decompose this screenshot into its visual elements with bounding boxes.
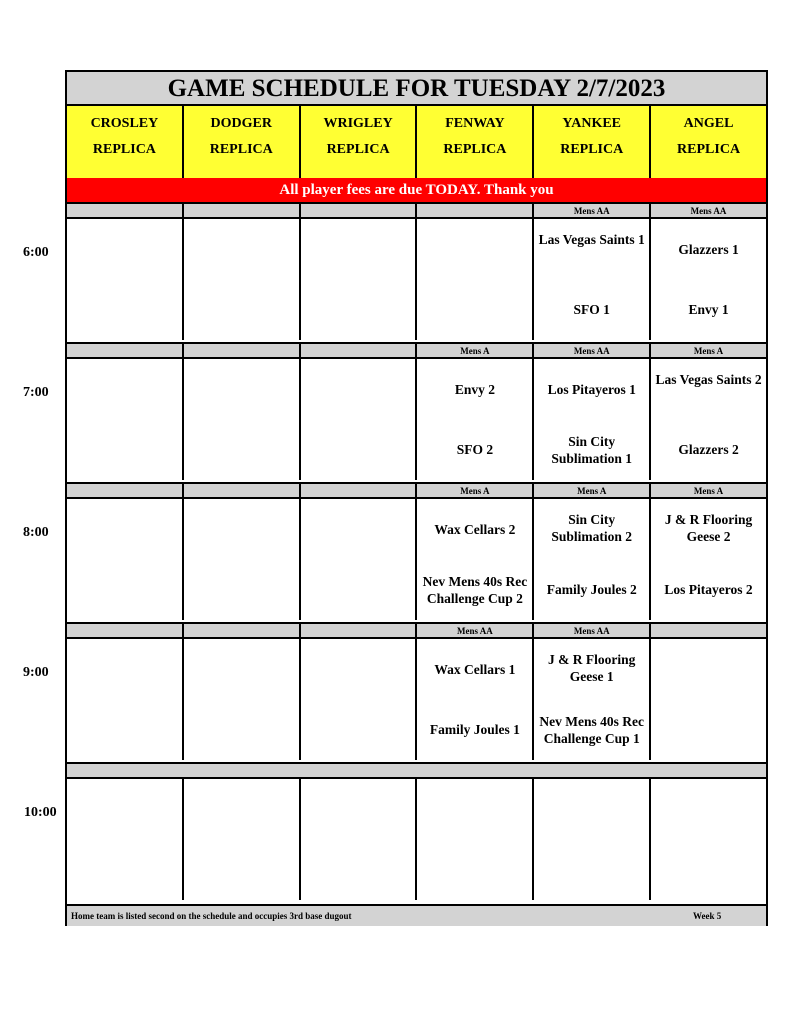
field-sub: REPLICA [209,142,273,157]
game-cell [651,639,766,760]
away-team: Wax Cellars 1 [434,662,516,677]
game-cell [417,639,534,760]
field-name: YANKEE [562,116,622,131]
field-header [67,106,184,178]
division-label: Mens A [417,484,534,497]
time-label: 8:00 [23,525,49,540]
game-cell [184,639,301,760]
division-label: Mens A [693,486,724,496]
game-cell [67,359,184,480]
home-team: Sin City Sublimation 1 [551,434,633,466]
game-cell [67,639,184,760]
division-label [184,624,301,637]
home-team: Nev Mens 40s Rec Challenge Cup 2 [422,574,528,606]
division-label [67,624,184,637]
field-sub: REPLICA [443,142,507,157]
time-slot-row [67,499,766,620]
field-header [184,106,301,178]
division-label [67,204,184,217]
away-team: Las Vegas Saints 1 [538,232,645,247]
away-team: Las Vegas Saints 2 [655,372,762,387]
away-team: Envy 2 [454,382,495,397]
footer-bar [67,904,766,926]
time-slot-row [67,639,766,760]
time-slot-row [67,779,766,900]
home-team: Family Joules 1 [429,722,520,737]
game-cell [417,219,534,340]
time-label: 6:00 [23,245,49,260]
game-cell [534,499,651,620]
division-label [67,764,766,777]
schedule-sheet [65,70,768,926]
division-label [301,344,418,357]
home-team: Los Pitayeros 2 [664,582,753,597]
game-cell [534,639,651,760]
time-slot-row [67,359,766,480]
game-cell [301,359,418,480]
field-sub: REPLICA [326,142,390,157]
division-label: Mens AA [690,206,727,216]
division-label [301,624,418,637]
division-label [184,344,301,357]
division-label: Mens A [534,484,651,497]
game-cell [534,359,651,480]
division-label [184,204,301,217]
field-name: ANGEL [683,116,734,131]
division-band [67,482,766,499]
division-label [651,624,766,637]
game-cell [651,359,766,480]
division-label [417,204,534,217]
home-team: Nev Mens 40s Rec Challenge Cup 1 [539,714,645,746]
game-cell [534,779,651,900]
game-cell [651,499,766,620]
game-cell [67,499,184,620]
home-team: SFO 1 [573,302,610,317]
field-header [534,106,651,178]
away-team: J & R Flooring Geese 2 [664,512,753,544]
game-cell [651,219,766,340]
division-label: Mens A [417,344,534,357]
division-label [301,204,418,217]
time-label: 7:00 [23,385,49,400]
game-cell [301,639,418,760]
away-team: J & R Flooring Geese 1 [548,652,636,684]
game-cell [67,219,184,340]
division-label [184,484,301,497]
field-name: WRIGLEY [323,116,393,131]
home-team: SFO 2 [456,442,494,457]
division-band [67,342,766,359]
field-sub: REPLICA [560,142,624,157]
game-cell [301,779,418,900]
game-cell [184,779,301,900]
footer-note: Home team is listed second on the schedule and occupies 3rd base dugout [71,911,352,921]
field-header [301,106,418,178]
page-title: GAME SCHEDULE FOR TUESDAY 2/7/2023 [67,72,766,106]
division-label: Mens AA [534,204,651,217]
week-label: Week 5 [693,911,722,921]
division-band [67,202,766,219]
time-label: 10:00 [24,805,57,820]
fee-notice-banner: All player fees are due TODAY. Thank you [67,178,766,204]
field-sub: REPLICA [677,142,741,157]
away-team: Glazzers 1 [678,242,739,257]
division-label [67,344,184,357]
game-cell [534,219,651,340]
time-slot-row [67,219,766,340]
division-label: Mens AA [417,624,534,637]
game-cell [67,779,184,900]
field-name: CROSLEY [90,116,159,131]
field-header [651,106,766,178]
division-label [301,484,418,497]
division-label [67,484,184,497]
away-team: Wax Cellars 2 [434,522,516,537]
home-team: Envy 1 [688,302,729,317]
game-cell [301,499,418,620]
game-cell [417,779,534,900]
home-team: Family Joules 2 [546,582,637,597]
away-team: Sin City Sublimation 2 [551,512,633,544]
game-cell [417,499,534,620]
game-cell [184,219,301,340]
field-name: DODGER [210,116,272,131]
game-cell [651,779,766,900]
game-cell [184,359,301,480]
time-label: 9:00 [23,665,49,680]
division-band [67,622,766,639]
division-band [67,762,766,779]
game-cell [301,219,418,340]
away-team: Los Pitayeros 1 [547,382,636,397]
game-cell [184,499,301,620]
field-sub: REPLICA [92,142,156,157]
division-label: Mens A [693,346,724,356]
division-label: Mens AA [534,624,651,637]
field-header-row [67,106,766,180]
field-header [417,106,534,178]
home-team: Glazzers 2 [678,442,739,457]
game-cell [417,359,534,480]
division-label: Mens AA [534,344,651,357]
field-name: FENWAY [445,116,505,131]
